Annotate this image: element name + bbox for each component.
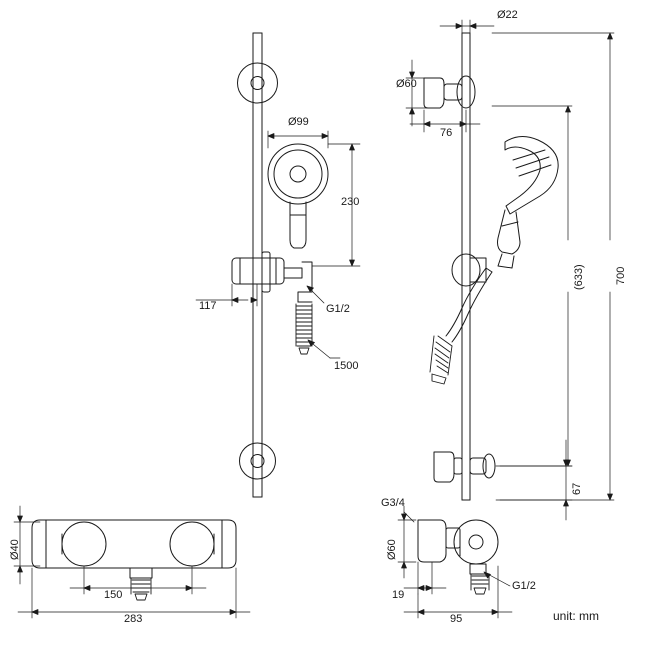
- bar-mixer-outlet-coil: [131, 578, 151, 600]
- dim-bottom-offset: [496, 440, 572, 520]
- side-hose: [446, 268, 492, 342]
- label-rail-top-diameter: Ø22: [497, 9, 518, 21]
- dim-bracket-diameter: [406, 60, 432, 126]
- front-rail-top-bracket: [238, 63, 278, 103]
- label-head-height: 230: [341, 196, 360, 208]
- front-rail-bottom-bracket: [240, 443, 276, 479]
- label-centres: 150: [104, 589, 123, 601]
- label-bottom-offset: 67: [571, 482, 583, 495]
- dim-rail-top-diameter: [440, 20, 494, 42]
- label-flange-diameter: Ø60: [386, 539, 398, 560]
- dim-overall-width: [18, 568, 250, 618]
- label-hose-length: 1500: [334, 360, 359, 372]
- label-wall-offset: 19: [392, 589, 405, 601]
- side-bottom-bracket: [434, 452, 495, 482]
- unit-note: unit: mm: [553, 609, 600, 623]
- bar-mixer-side-coil: [471, 574, 489, 594]
- front-holder-block: [232, 252, 302, 292]
- dim-projection: [404, 566, 512, 618]
- label-total-height: 700: [615, 266, 627, 285]
- label-outlet-thread-front: G1/2: [326, 303, 350, 315]
- label-rail-offset: 117: [199, 300, 217, 312]
- side-top-bracket: [424, 76, 475, 108]
- label-projection: 95: [450, 613, 463, 625]
- label-overall-width: 283: [124, 613, 143, 625]
- dim-head-diameter: [268, 131, 328, 148]
- label-inlet-thread: G3/4: [381, 497, 405, 509]
- side-hose-coil: [430, 336, 452, 384]
- label-bracket-diameter: Ø60: [396, 78, 417, 90]
- side-holder-block: [452, 254, 486, 286]
- front-shower-head: [268, 144, 328, 248]
- bar-mixer-body: [32, 520, 236, 578]
- dim-flange-diameter: [398, 506, 416, 578]
- side-hand-shower: [498, 136, 559, 268]
- dim-hose-drop: [492, 106, 572, 466]
- front-hose-coil: [296, 304, 312, 354]
- label-outlet-thread-bottom: G1/2: [512, 580, 536, 592]
- side-slide-rail: [462, 33, 470, 500]
- dim-total-height: [492, 33, 614, 500]
- label-inlet-diameter: Ø40: [9, 539, 21, 560]
- dim-wall-offset: [404, 562, 446, 594]
- label-hose-drop: (633): [573, 264, 585, 290]
- leader-hose-length: [308, 340, 340, 358]
- label-head-diameter: Ø99: [288, 116, 309, 128]
- leader-g12-front: [307, 286, 324, 303]
- bar-mixer-side-body: [418, 520, 498, 574]
- label-bracket-projection: 76: [440, 127, 453, 139]
